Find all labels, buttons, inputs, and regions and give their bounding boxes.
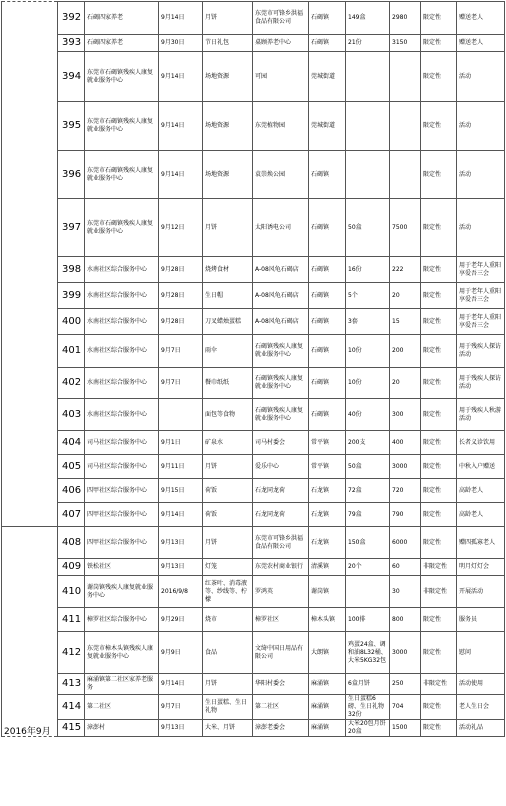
cell-donor: 文绮中国日用品有限公司 [253, 632, 309, 674]
cell-amount: 720 [390, 479, 421, 503]
cell-item: 月饼 [203, 527, 253, 559]
cell-qty: 3套 [346, 309, 390, 335]
cell-qty: 5个 [346, 283, 390, 309]
cell-donor: 第二社区 [253, 695, 309, 720]
table-row [2, 257, 505, 283]
cell-qty: 16份 [346, 257, 390, 283]
cell-amount: 704 [390, 695, 421, 720]
table-row [2, 576, 505, 608]
cell-qty: 21份 [346, 35, 390, 52]
cell-town: 常平镇 [309, 455, 346, 479]
cell-unit: 水南社区综合服务中心 [85, 368, 159, 399]
cell-no: 393 [58, 35, 85, 52]
cell-unit: 司马社区综合服务中心 [85, 455, 159, 479]
table-row [2, 527, 505, 559]
cell-amount: 30 [390, 576, 421, 608]
cell-town: 石碣镇 [309, 2, 346, 35]
cell-type: 限定性 [421, 399, 457, 431]
cell-qty: 72盒 [346, 479, 390, 503]
cell-donor: 石龙同龙荷 [253, 479, 309, 503]
table-row [2, 102, 505, 151]
cell-item: 雨伞 [203, 335, 253, 368]
cell-no: 411 [58, 608, 85, 632]
cell-no: 402 [58, 368, 85, 399]
cell-item: 生日蛋糕、生日礼物 [203, 695, 253, 720]
cell-amount: 222 [390, 257, 421, 283]
cell-purpose: 用于老年人重阳享爱吾三会 [457, 257, 505, 283]
cell-purpose: 活动 [457, 151, 505, 199]
cell-purpose: 中秋入户赠送 [457, 455, 505, 479]
cell-type: 限定性 [421, 199, 457, 257]
cell-no: 404 [58, 431, 85, 455]
table-row [2, 52, 505, 102]
cell-unit: 石碣四家养老 [85, 2, 159, 35]
cell-town: 石碣镇 [309, 309, 346, 335]
cell-town: 石龙镇 [309, 527, 346, 559]
cell-date: 9月28日 [159, 257, 203, 283]
cell-town: 石碣镇 [309, 283, 346, 309]
table-row [2, 35, 505, 52]
cell-type: 非限定性 [421, 674, 457, 695]
cell-no: 395 [58, 102, 85, 151]
cell-amount [390, 151, 421, 199]
cell-donor: 东莞市可锋乡洪福食品有限公司 [253, 527, 309, 559]
cell-qty [346, 52, 390, 102]
cell-no: 398 [58, 257, 85, 283]
cell-town: 石龙镇 [309, 503, 346, 527]
cell-item: 荷饭 [203, 503, 253, 527]
cell-no: 409 [58, 559, 85, 576]
cell-no: 396 [58, 151, 85, 199]
cell-purpose: 开展活动 [457, 576, 505, 608]
cell-purpose: 高龄老人 [457, 479, 505, 503]
cell-date: 2016/9/8 [159, 576, 203, 608]
cell-item: 荷饭 [203, 479, 253, 503]
cell-unit: 东莞市石碣镇残疾人康复就业服务中心 [85, 199, 159, 257]
cell-town: 石龙镇 [309, 479, 346, 503]
table-row [2, 151, 505, 199]
side-date-label: 2016年9月 [2, 527, 58, 737]
table-row [2, 695, 505, 720]
cell-type: 限定性 [421, 102, 457, 151]
cell-unit: 水南社区综合服务中心 [85, 283, 159, 309]
cell-donor: 华阳村委会 [253, 674, 309, 695]
cell-no: 400 [58, 309, 85, 335]
cell-type: 限定性 [421, 632, 457, 674]
cell-unit: 四甲社区综合服务中心 [85, 479, 159, 503]
cell-item: 月饼 [203, 455, 253, 479]
cell-town: 莞城街道 [309, 102, 346, 151]
cell-type: 限定性 [421, 368, 457, 399]
cell-town: 谢岗镇 [309, 576, 346, 608]
cell-town: 石碣镇 [309, 368, 346, 399]
cell-no: 408 [58, 527, 85, 559]
cell-date: 9月15日 [159, 479, 203, 503]
cell-item: 烧市 [203, 608, 253, 632]
cell-qty: 50盒 [346, 199, 390, 257]
cell-donor: 石龙同龙荷 [253, 503, 309, 527]
cell-unit: 水南社区综合服务中心 [85, 335, 159, 368]
cell-town: 石碣镇 [309, 151, 346, 199]
cell-amount: 7500 [390, 199, 421, 257]
cell-purpose: 赠四孤寡老人 [457, 527, 505, 559]
cell-town: 莞城街道 [309, 52, 346, 102]
cell-unit: 东莞市石碣镇残疾人康复就业服务中心 [85, 52, 159, 102]
cell-item: 大米、月饼 [203, 720, 253, 737]
cell-qty [346, 102, 390, 151]
cell-unit: 司马社区综合服务中心 [85, 431, 159, 455]
cell-date: 9月1日 [159, 431, 203, 455]
cell-town: 樟木头镇 [309, 608, 346, 632]
cell-qty: 10份 [346, 368, 390, 399]
table-row [2, 431, 505, 455]
cell-amount: 400 [390, 431, 421, 455]
cell-purpose: 活动 [457, 52, 505, 102]
cell-item: 月饼 [203, 674, 253, 695]
cell-date: 9月14日 [159, 52, 203, 102]
cell-type: 限定性 [421, 479, 457, 503]
cell-qty: 100排 [346, 608, 390, 632]
cell-type: 限定性 [421, 431, 457, 455]
cell-amount: 6000 [390, 527, 421, 559]
cell-date: 9月30日 [159, 35, 203, 52]
cell-unit: 漳澎村 [85, 720, 159, 737]
cell-amount: 250 [390, 674, 421, 695]
cell-amount [390, 52, 421, 102]
cell-donor: 袁崇焕公园 [253, 151, 309, 199]
cell-type: 限定性 [421, 257, 457, 283]
cell-purpose: 用于老年人重阳享爱吾三会 [457, 283, 505, 309]
cell-qty: 149盒 [346, 2, 390, 35]
cell-no: 407 [58, 503, 85, 527]
cell-purpose: 慰问 [457, 632, 505, 674]
table-row [2, 455, 505, 479]
cell-item: 生日帽 [203, 283, 253, 309]
cell-purpose: 用于残疾人秋游活动 [457, 399, 505, 431]
cell-purpose: 长者义诊饮用 [457, 431, 505, 455]
cell-donor: A-08风龟石碣店 [253, 257, 309, 283]
cell-no: 392 [58, 2, 85, 35]
cell-donor: 罗鸿英 [253, 576, 309, 608]
cell-item: 灯笼 [203, 559, 253, 576]
cell-no: 394 [58, 52, 85, 102]
table-row [2, 632, 505, 674]
cell-unit: 麻涌镇第二社区家养老服务 [85, 674, 159, 695]
table-row [2, 503, 505, 527]
table-row [2, 399, 505, 431]
table-row [2, 608, 505, 632]
cell-type: 限定性 [421, 608, 457, 632]
cell-date: 9月11日 [159, 455, 203, 479]
cell-purpose: 明月灯灯会 [457, 559, 505, 576]
cell-qty: 10份 [346, 335, 390, 368]
cell-purpose: 用于老年人重阳享爱吾三会 [457, 309, 505, 335]
cell-town: 清溪镇 [309, 559, 346, 576]
cell-date: 9月7日 [159, 368, 203, 399]
cell-date: 9月9日 [159, 632, 203, 674]
cell-item: 食品 [203, 632, 253, 674]
cell-no: 401 [58, 335, 85, 368]
table-row [2, 283, 505, 309]
cell-item: 矿泉水 [203, 431, 253, 455]
cell-unit: 石碣四家养老 [85, 35, 159, 52]
cell-no: 412 [58, 632, 85, 674]
cell-donor: 石碣镇残疾人康复就业服务中心 [253, 335, 309, 368]
cell-amount [390, 102, 421, 151]
table-row [2, 2, 505, 35]
cell-donor: 东莞农村商业银行 [253, 559, 309, 576]
cell-purpose: 高龄老人 [457, 503, 505, 527]
cell-unit: 四甲社区综合服务中心 [85, 527, 159, 559]
cell-item: 刀叉蜡烛蛋糕 [203, 309, 253, 335]
cell-town: 麻涌镇 [309, 674, 346, 695]
cell-date: 9月13日 [159, 720, 203, 737]
cell-amount: 3150 [390, 35, 421, 52]
cell-amount: 790 [390, 503, 421, 527]
cell-type: 限定性 [421, 503, 457, 527]
cell-amount: 60 [390, 559, 421, 576]
table-row [2, 479, 505, 503]
cell-amount: 20 [390, 368, 421, 399]
donation-table [1, 1, 505, 737]
cell-item: 场地资源 [203, 52, 253, 102]
cell-donor: A-08风龟石碣店 [253, 309, 309, 335]
cell-purpose: 活动使用 [457, 674, 505, 695]
cell-unit: 东莞市樟木头镇残疾人康复就业服务中心 [85, 632, 159, 674]
cell-qty: 大米20包月饼20盒 [346, 720, 390, 737]
cell-town: 石碣镇 [309, 199, 346, 257]
cell-no: 405 [58, 455, 85, 479]
cell-town: 常平镇 [309, 431, 346, 455]
cell-type: 限定性 [421, 455, 457, 479]
cell-amount: 2980 [390, 2, 421, 35]
cell-unit: 水南社区综合服务中心 [85, 399, 159, 431]
cell-item: 面包等食物 [203, 399, 253, 431]
cell-date: 9月13日 [159, 527, 203, 559]
cell-purpose: 服务员 [457, 608, 505, 632]
cell-date: 9月12日 [159, 199, 203, 257]
cell-town: 石碣镇 [309, 35, 346, 52]
table-row [2, 559, 505, 576]
cell-qty [346, 151, 390, 199]
cell-purpose: 用于残疾人探访活动 [457, 335, 505, 368]
table-row [2, 199, 505, 257]
cell-date [159, 399, 203, 431]
cell-qty: 79盒 [346, 503, 390, 527]
cell-donor: 石碣镇残疾人康复就业服务中心 [253, 368, 309, 399]
cell-qty: 生日蛋糕6磅、生日礼物32份 [346, 695, 390, 720]
cell-date: 9月14日 [159, 674, 203, 695]
cell-no: 399 [58, 283, 85, 309]
table-row [2, 720, 505, 737]
cell-item: 红茶叶、消毒液等、纱线等、柠檬 [203, 576, 253, 608]
cell-donor: 爱乐中心 [253, 455, 309, 479]
cell-donor: 石碣镇残疾人康复就业服务中心 [253, 399, 309, 431]
cell-qty: 6盒月饼 [346, 674, 390, 695]
cell-amount: 15 [390, 309, 421, 335]
cell-type: 限定性 [421, 720, 457, 737]
cell-no: 414 [58, 695, 85, 720]
cell-town: 石碣镇 [309, 399, 346, 431]
cell-amount: 3000 [390, 632, 421, 674]
cell-item: 餐巾纸纸 [203, 368, 253, 399]
cell-unit: 东莞市石碣镇残疾人康复就业服务中心 [85, 102, 159, 151]
cell-item: 烧烤食材 [203, 257, 253, 283]
cell-town: 石碣镇 [309, 257, 346, 283]
cell-donor: 樟罗社区 [253, 608, 309, 632]
cell-town: 大朗镇 [309, 632, 346, 674]
cell-date: 9月14日 [159, 2, 203, 35]
cell-unit: 谢岗镇残疾人康复就业服务中心 [85, 576, 159, 608]
cell-town: 麻涌镇 [309, 695, 346, 720]
cell-date: 9月28日 [159, 283, 203, 309]
table-row [2, 674, 505, 695]
cell-qty: 150盒 [346, 527, 390, 559]
cell-type: 限定性 [421, 52, 457, 102]
cell-no: 410 [58, 576, 85, 608]
cell-qty: 20个 [346, 559, 390, 576]
cell-donor: 东莞市可锋乡洪福食品有限公司 [253, 2, 309, 35]
cell-town: 麻涌镇 [309, 720, 346, 737]
cell-purpose: 赠送老人 [457, 35, 505, 52]
cell-type: 限定性 [421, 283, 457, 309]
cell-no: 413 [58, 674, 85, 695]
cell-date: 9月14日 [159, 151, 203, 199]
cell-donor: 太阳诱电公司 [253, 199, 309, 257]
cell-amount: 800 [390, 608, 421, 632]
cell-item: 节日礼包 [203, 35, 253, 52]
cell-type: 限定性 [421, 527, 457, 559]
cell-unit: 第二社区 [85, 695, 159, 720]
cell-qty [346, 576, 390, 608]
cell-amount: 1500 [390, 720, 421, 737]
cell-purpose: 老人生日会 [457, 695, 505, 720]
cell-date: 9月7日 [159, 335, 203, 368]
cell-type: 限定性 [421, 695, 457, 720]
cell-type: 限定性 [421, 151, 457, 199]
cell-type: 限定性 [421, 335, 457, 368]
cell-purpose: 用于残疾人探访活动 [457, 368, 505, 399]
cell-no: 397 [58, 199, 85, 257]
cell-type: 限定性 [421, 35, 457, 52]
cell-purpose: 赠送老人 [457, 2, 505, 35]
cell-date: 9月13日 [159, 559, 203, 576]
cell-town: 石碣镇 [309, 335, 346, 368]
cell-item: 场地资源 [203, 151, 253, 199]
cell-qty: 40份 [346, 399, 390, 431]
cell-date: 9月29日 [159, 608, 203, 632]
cell-purpose: 活动 [457, 199, 505, 257]
cell-purpose: 活动礼品 [457, 720, 505, 737]
cell-date: 9月14日 [159, 503, 203, 527]
cell-donor: 桌顾养老中心 [253, 35, 309, 52]
cell-qty: 50盒 [346, 455, 390, 479]
cell-donor: A-08风龟石碣店 [253, 283, 309, 309]
cell-type: 限定性 [421, 309, 457, 335]
table-row [2, 368, 505, 399]
cell-type: 限定性 [421, 2, 457, 35]
cell-item: 月饼 [203, 2, 253, 35]
cell-type: 非限定性 [421, 559, 457, 576]
cell-unit: 四甲社区综合服务中心 [85, 503, 159, 527]
cell-unit: 水南社区综合服务中心 [85, 309, 159, 335]
table-row [2, 335, 505, 368]
cell-amount: 3000 [390, 455, 421, 479]
cell-date: 9月7日 [159, 695, 203, 720]
cell-amount: 20 [390, 283, 421, 309]
table-row [2, 309, 505, 335]
date-column-cell [2, 2, 58, 527]
cell-date: 9月14日 [159, 102, 203, 151]
cell-qty: 鸡蛋24盒、调和油8L32桶、大米5KG32包 [346, 632, 390, 674]
cell-item: 场地资源 [203, 102, 253, 151]
cell-type: 非限定性 [421, 576, 457, 608]
cell-no: 403 [58, 399, 85, 431]
cell-item: 月饼 [203, 199, 253, 257]
cell-donor: 东莞植物园 [253, 102, 309, 151]
cell-donor: 可园 [253, 52, 309, 102]
cell-date: 9月28日 [159, 309, 203, 335]
cell-donor: 漳澎老委会 [253, 720, 309, 737]
cell-donor: 司马村委会 [253, 431, 309, 455]
cell-unit: 东莞市石碣镇残疾人康复就业服务中心 [85, 151, 159, 199]
cell-unit: 铁松社区 [85, 559, 159, 576]
cell-no: 406 [58, 479, 85, 503]
cell-unit: 樟罗社区综合服务中心 [85, 608, 159, 632]
cell-no: 415 [58, 720, 85, 737]
cell-amount: 300 [390, 399, 421, 431]
cell-unit: 水南社区综合服务中心 [85, 257, 159, 283]
cell-purpose: 活动 [457, 102, 505, 151]
cell-qty: 200支 [346, 431, 390, 455]
cell-amount: 200 [390, 335, 421, 368]
